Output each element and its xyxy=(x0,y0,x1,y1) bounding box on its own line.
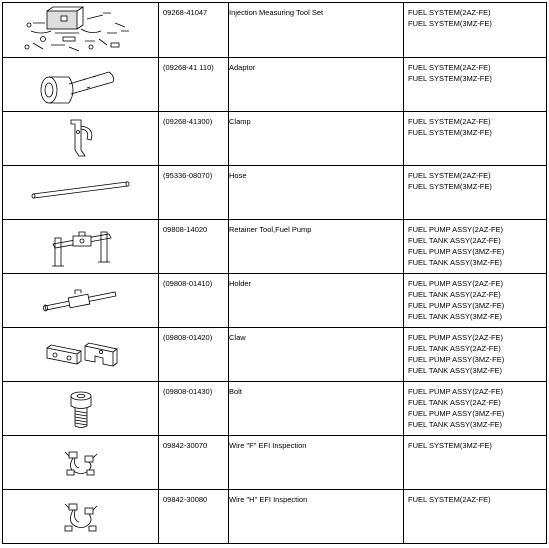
tool-name: Retainer Tool,Fuel Pump xyxy=(229,220,404,274)
application-item: FUEL PUMP ASSY(3MZ-FE) xyxy=(408,409,505,418)
claw-icon xyxy=(3,328,158,382)
table-row xyxy=(3,274,547,328)
table-row xyxy=(3,436,547,490)
table-row xyxy=(3,382,547,436)
tool-illustration-cell xyxy=(3,112,159,166)
tool-name: Clamp xyxy=(229,112,404,166)
hose-icon xyxy=(3,166,158,220)
table-row xyxy=(3,166,547,220)
part-number: 09268-41047 xyxy=(159,3,229,58)
application-list xyxy=(404,328,547,382)
part-number: (95336-08070) xyxy=(159,166,229,220)
wire-harness-icon xyxy=(3,436,158,490)
application-list xyxy=(404,490,547,544)
application-list xyxy=(404,274,547,328)
part-number: (09808-01410) xyxy=(159,274,229,328)
clamp-icon xyxy=(3,112,158,166)
application-item: FUEL TANK ASSY(3MZ-FE) xyxy=(408,366,503,375)
application-item: FUEL TANK ASSY(2AZ-FE) xyxy=(408,290,501,299)
table-row xyxy=(3,3,547,58)
application-item: FUEL TANK ASSY(2AZ-FE) xyxy=(408,236,501,245)
tool-illustration-cell xyxy=(3,274,159,328)
retainer-tool-icon xyxy=(3,220,158,274)
bolt-icon xyxy=(3,382,158,436)
application-item: FUEL PUMP ASSY(3MZ-FE) xyxy=(408,355,505,364)
tool-name: Wire "H" EFI Inspection xyxy=(229,490,404,544)
application-item: FUEL SYSTEM(3MZ-FE) xyxy=(408,19,492,28)
tool-name: Claw xyxy=(229,328,404,382)
tool-illustration-cell xyxy=(3,220,159,274)
tool-name: Injection Measuring Tool Set xyxy=(229,3,404,58)
application-list xyxy=(404,3,547,58)
application-item: FUEL SYSTEM(2AZ-FE) xyxy=(408,63,491,72)
application-item: FUEL SYSTEM(3MZ-FE) xyxy=(408,441,492,450)
application-item: FUEL SYSTEM(2AZ-FE) xyxy=(408,117,491,126)
tool-illustration-cell xyxy=(3,328,159,382)
application-item: FUEL PUMP ASSY(2AZ-FE) xyxy=(408,225,504,234)
tool-illustration-cell xyxy=(3,382,159,436)
tool-illustration-cell xyxy=(3,436,159,490)
tool-name: Hose xyxy=(229,166,404,220)
table-row xyxy=(3,328,547,382)
part-number: 09808-14020 xyxy=(159,220,229,274)
part-number: (09808-01430) xyxy=(159,382,229,436)
application-item: FUEL SYSTEM(2AZ-FE) xyxy=(408,8,491,17)
table-row xyxy=(3,220,547,274)
application-item: FUEL SYSTEM(2AZ-FE) xyxy=(408,171,491,180)
application-item: FUEL SYSTEM(3MZ-FE) xyxy=(408,74,492,83)
injection-tool-set-icon xyxy=(3,3,158,58)
wire-harness-icon xyxy=(3,490,158,544)
application-item: FUEL PUMP ASSY(2AZ-FE) xyxy=(408,279,504,288)
application-list xyxy=(404,220,547,274)
part-number: 09842-30080 xyxy=(159,490,229,544)
part-number: (09808-01420) xyxy=(159,328,229,382)
table-row xyxy=(3,58,547,112)
special-service-tools-table xyxy=(2,2,547,544)
tool-name: Holder xyxy=(229,274,404,328)
tool-illustration-cell xyxy=(3,490,159,544)
application-item: FUEL PUMP ASSY(2AZ-FE) xyxy=(408,333,504,342)
holder-icon xyxy=(3,274,158,328)
application-item: FUEL TANK ASSY(2AZ-FE) xyxy=(408,398,501,407)
application-item: FUEL TANK ASSY(3MZ-FE) xyxy=(408,420,503,429)
tool-illustration-cell xyxy=(3,58,159,112)
part-number: 09842-30070 xyxy=(159,436,229,490)
tool-illustration-cell xyxy=(3,166,159,220)
tool-name: Adaptor xyxy=(229,58,404,112)
part-number: (09268-41 110) xyxy=(159,58,229,112)
application-item: FUEL PUMP ASSY(2AZ-FE) xyxy=(408,387,504,396)
table-row xyxy=(3,112,547,166)
tool-name: Bolt xyxy=(229,382,404,436)
application-list xyxy=(404,166,547,220)
tool-name: Wire "F" EFI Inspection xyxy=(229,436,404,490)
adaptor-icon xyxy=(3,58,158,112)
tool-illustration-cell xyxy=(3,3,159,58)
application-list xyxy=(404,112,547,166)
part-number: (09268-41300) xyxy=(159,112,229,166)
table-row xyxy=(3,490,547,544)
application-item: FUEL SYSTEM(3MZ-FE) xyxy=(408,128,492,137)
application-list xyxy=(404,382,547,436)
application-item: FUEL SYSTEM(2AZ-FE) xyxy=(408,495,491,504)
application-item: FUEL PUMP ASSY(3MZ-FE) xyxy=(408,301,505,310)
application-list xyxy=(404,58,547,112)
application-item: FUEL TANK ASSY(3MZ-FE) xyxy=(408,258,503,267)
application-item: FUEL TANK ASSY(3MZ-FE) xyxy=(408,312,503,321)
application-list xyxy=(404,436,547,490)
application-item: FUEL SYSTEM(3MZ-FE) xyxy=(408,182,492,191)
application-item: FUEL PUMP ASSY(3MZ-FE) xyxy=(408,247,505,256)
application-item: FUEL TANK ASSY(2AZ-FE) xyxy=(408,344,501,353)
